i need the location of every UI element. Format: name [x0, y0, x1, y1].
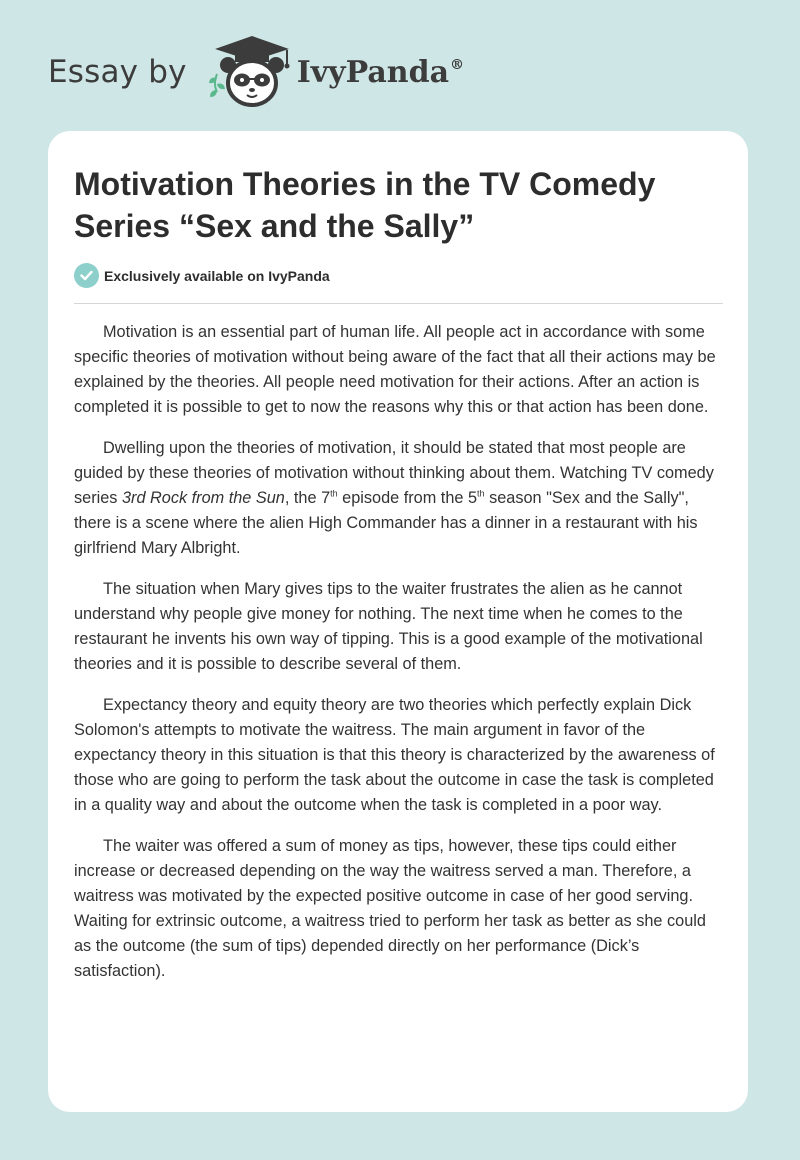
paragraph-3: The situation when Mary gives tips to the waiter frustrates the alien as he cannot understand why people give money for nothing. The next time when he comes to the restaurant he invents his own way of tipping. This is a good example of the motivational theories and it is possible to describe several of them.: [74, 580, 703, 673]
article-body: [74, 320, 724, 1000]
divider: [74, 303, 723, 304]
badge-label: Exclusively available on IvyPanda: [104, 267, 330, 284]
paragraph-2: Dwelling upon the theories of motivation, it should be stated that most people are guided by these theories of motivation without thinking about them. Watching TV comedy series 3rd Rock from the Sun, the 7th episode from the 5th season "Sex and the Sally", there is a scene where the alien High Commander has a dinner in a restaurant with his girlfriend Mary Albright.: [74, 439, 714, 557]
exclusive-badge: [74, 263, 330, 288]
ivypanda-logo-icon[interactable]: [205, 34, 295, 110]
article-title: Motivation Theories in the TV Comedy Series “Sex and the Sally”: [74, 166, 656, 244]
registered-mark: ®: [450, 56, 465, 73]
paragraph-5: The waiter was offered a sum of money as tips, however, these tips could either increase or decreased depending on the way the waitress served a man. Therefore, a waitress was motivated by the expected positive outcome in case of her good serving. Waiting for extrinsic outcome, a waitress tried to perform her task as better as she could as the outcome (the sum of tips) depended directly on her performance (Dick’s satisfaction).: [74, 837, 706, 980]
site-header: [48, 34, 464, 110]
paragraph-1: Motivation is an essential part of human life. All people act in accordance with some specific theories of motivation without being aware of the fact that all their actions may be explained by the theories. All people need motivation for their actions. After an action is completed it is possible to get to now the reasons why this or that action has been done.: [74, 323, 716, 416]
check-icon: [74, 263, 99, 288]
brand-name: IvyPanda®: [296, 54, 465, 90]
essay-by-label: Essay by: [48, 54, 187, 90]
paragraph-4: Expectancy theory and equity theory are two theories which perfectly explain Dick Solomon's attempts to motivate the waitress. The main argument in favor of the expectancy theory in this situation is that this theory is characterized by the awareness of those who are going to perform the task about the outcome in case the task is completed in a quality way and about the outcome when the task is completed in a poor way.: [74, 696, 715, 814]
article-card: [48, 131, 748, 1112]
show-title: 3rd Rock from the Sun: [121, 489, 285, 507]
